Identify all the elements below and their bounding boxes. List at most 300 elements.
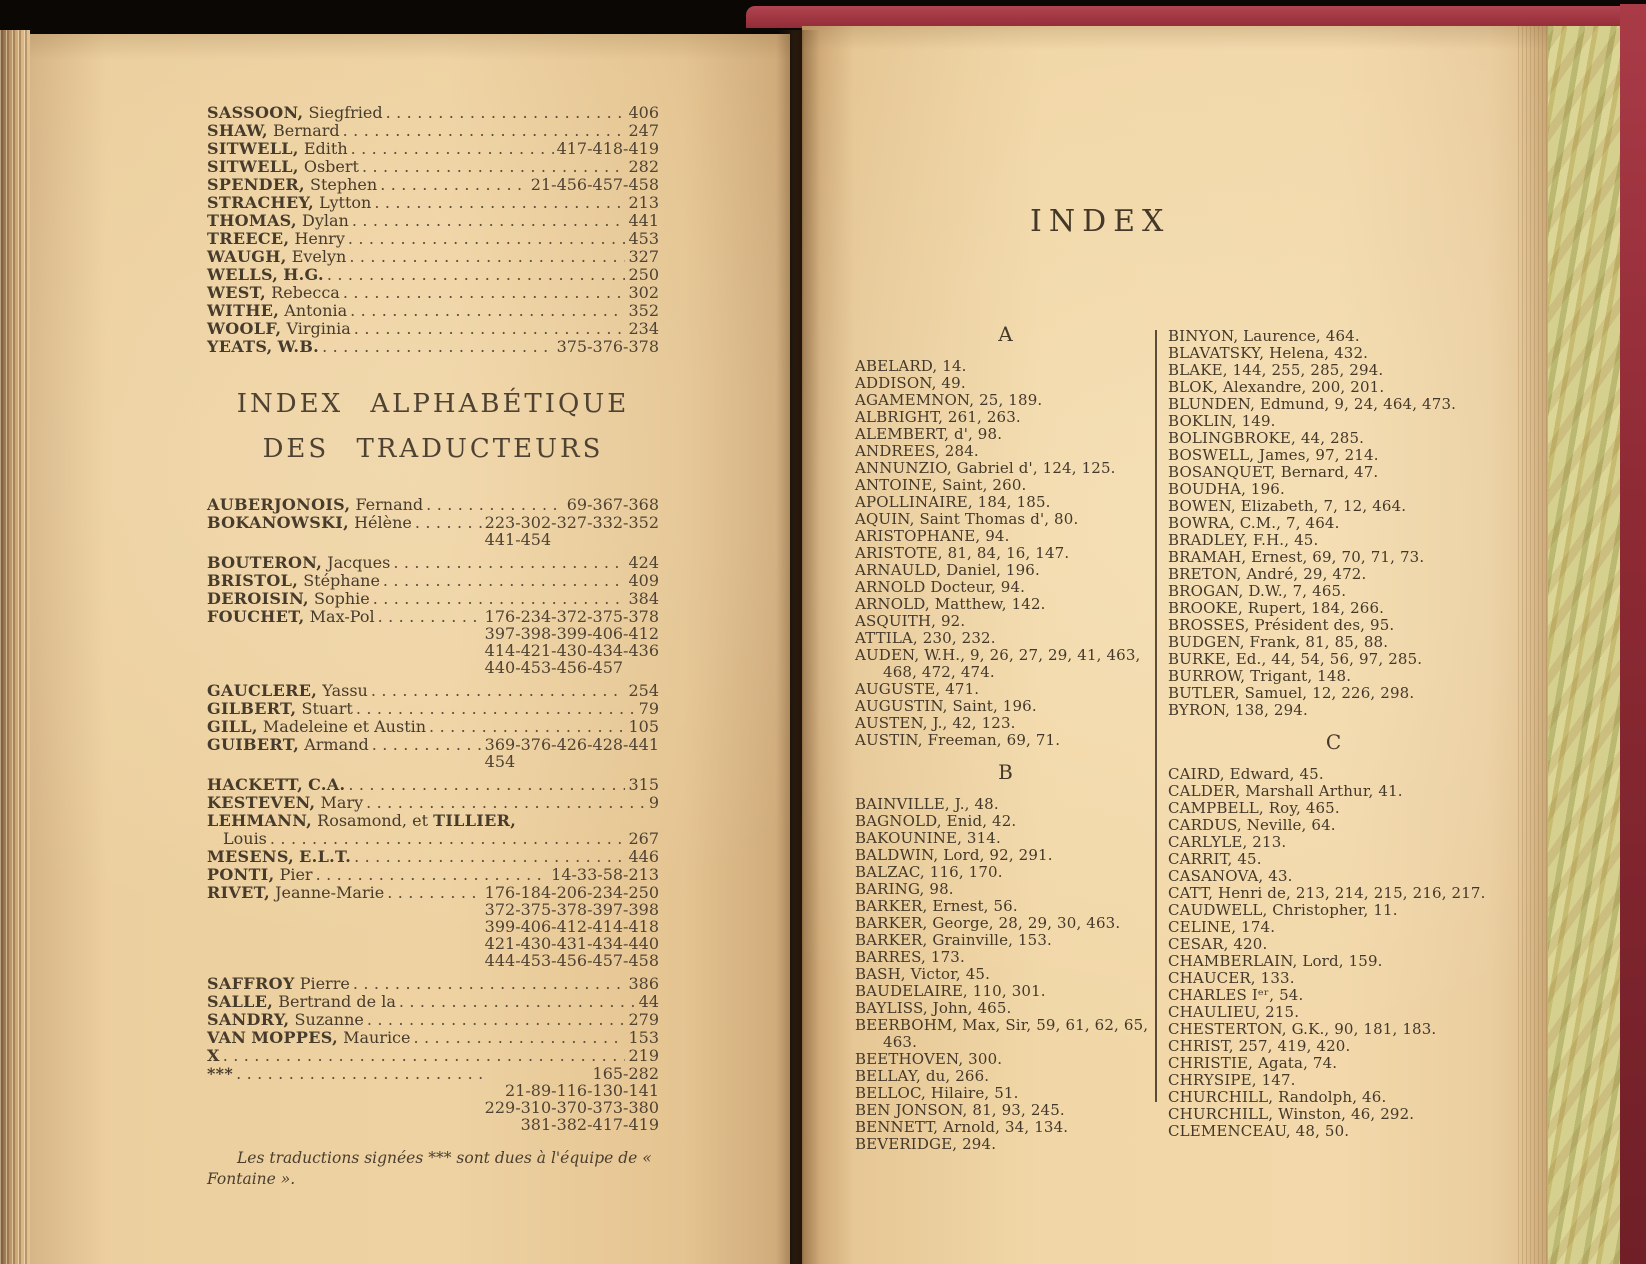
book-cover-top-edge	[746, 6, 1646, 28]
entry-page-numbers: 384	[628, 589, 659, 608]
entry-name-token: la	[381, 992, 396, 1011]
index-entry: CHRIST, 257, 419, 420.	[1168, 1037, 1351, 1055]
index-entry	[207, 590, 659, 608]
index-entry	[207, 194, 659, 212]
translator-group	[207, 975, 659, 1133]
dot-leader	[362, 158, 625, 176]
index-entry: BOSANQUET, Bernard, 47.	[1168, 463, 1379, 481]
index-entry: BAKOUNINE, 314.	[855, 829, 1001, 847]
entry-name-token: GILBERT,	[207, 699, 297, 718]
entry-page-numbers: 375-376-378	[556, 337, 659, 356]
entry-pages	[628, 1029, 659, 1046]
entry-pages	[485, 514, 659, 548]
entry-name	[207, 700, 353, 718]
entry-name-token: BRISTOL,	[207, 571, 299, 590]
index-entry: BAINVILLE, J., 48.	[855, 795, 999, 813]
entry-name-token: BOKANOWSKI,	[207, 513, 349, 532]
index-entry: BARKER, Ernest, 56.	[855, 897, 1018, 915]
entry-name-token: Max-Pol	[309, 607, 375, 626]
entry-pages	[628, 122, 659, 139]
index-entry: CHESTERTON, G.K., 90, 181, 183.	[1168, 1020, 1437, 1038]
entry-page-numbers: 440-453-456-457	[484, 658, 624, 677]
entry-name-token: Sophie	[313, 589, 370, 608]
entry-name	[207, 590, 370, 608]
index-entry: CHRISTIE, Agata, 74.	[1168, 1054, 1338, 1072]
index-entry	[207, 266, 659, 284]
entry-name-token: Fernand	[355, 495, 424, 514]
index-entry: BEN JONSON, 81, 93, 245.	[855, 1101, 1065, 1119]
entry-pages	[485, 1065, 659, 1133]
index-entry: BLAVATSKY, Helena, 432.	[1168, 344, 1369, 362]
index-entry	[207, 212, 659, 230]
index-entry: ANDREES, 284.	[855, 442, 979, 460]
entry-page-numbers: 79	[638, 699, 659, 718]
index-entry	[207, 104, 659, 122]
entry-page-numbers: 446	[628, 847, 659, 866]
dot-leader	[374, 194, 625, 212]
index-entry-continuation	[207, 830, 659, 848]
index-entry: BAUDELAIRE, 110, 301.	[855, 982, 1046, 1000]
entry-pages	[628, 266, 659, 283]
entry-page-numbers: 21-456-457-458	[530, 175, 659, 194]
index-entry: CASANOVA, 43.	[1168, 867, 1293, 885]
entry-name-token: SANDRY,	[207, 1010, 290, 1029]
entry-name-token: SPENDER,	[207, 175, 305, 194]
dot-leader	[393, 554, 625, 572]
entry-name-token: et	[412, 811, 429, 830]
dot-leader	[383, 572, 626, 590]
index-entry: BALDWIN, Lord, 92, 291.	[855, 846, 1053, 864]
index-entry: BYRON, 138, 294.	[1168, 701, 1308, 719]
entry-page-numbers: 176-234-372-375-378	[484, 607, 659, 626]
index-entry: CAUDWELL, Christopher, 11.	[1168, 901, 1398, 919]
entry-page-numbers: 417-418-419	[556, 139, 659, 158]
translator-group	[207, 554, 659, 676]
entry-name-token: Antonia	[284, 301, 348, 320]
entry-page-numbers: 315	[628, 775, 659, 794]
dot-leader	[348, 230, 626, 248]
index-entry: CHURCHILL, Randolph, 46.	[1168, 1088, 1387, 1106]
index-entry: ANTOINE, Saint, 260.	[855, 476, 1027, 494]
entry-name-token: TILLIER,	[433, 811, 517, 830]
entry-name	[207, 866, 313, 884]
entry-page-numbers: 406	[628, 103, 659, 122]
entry-pages	[628, 682, 659, 699]
index-entry	[207, 554, 659, 572]
index-section	[855, 322, 1157, 749]
entry-page-numbers: 250	[628, 265, 659, 284]
index-page-title: INDEX	[1030, 204, 1171, 239]
index-entry	[207, 1047, 659, 1065]
entry-pages	[557, 338, 659, 355]
entry-name-token: X	[207, 1046, 220, 1065]
dot-leader	[327, 266, 626, 284]
index-entry	[207, 122, 659, 140]
entry-name-token: Stuart	[301, 699, 353, 718]
entry-page-numbers: 165-282	[592, 1064, 659, 1083]
index-entry: ARNOLD Docteur, 94.	[855, 578, 1026, 596]
entry-name-token: H.G.	[283, 265, 324, 284]
entry-name-token: WELLS,	[207, 265, 279, 284]
entry-name-token: SALLE,	[207, 992, 274, 1011]
entry-name-token: Osbert	[303, 157, 359, 176]
index-entry	[207, 572, 659, 590]
entry-name	[207, 496, 423, 514]
entry-name-token: Virginia	[286, 319, 351, 338]
entry-name-token: BOUTERON,	[207, 553, 323, 572]
traducteurs-heading-line2: DES TRADUCTEURS	[262, 434, 604, 464]
index-entry: ARISTOTE, 81, 84, 16, 147.	[855, 544, 1070, 562]
entry-pages	[628, 1011, 659, 1028]
index-entry: CAIRD, Edward, 45.	[1168, 765, 1324, 783]
entry-pages	[628, 554, 659, 571]
index-entry: ALBRIGHT, 261, 263.	[855, 408, 1021, 426]
entry-name-token: E.L.T.	[299, 847, 352, 866]
entry-name-token: GUIBERT,	[207, 735, 300, 754]
entry-name	[207, 608, 375, 626]
dot-leader	[413, 1029, 625, 1047]
index-entry: BROSSES, Président des, 95.	[1168, 616, 1395, 634]
entry-page-numbers: 44	[638, 992, 659, 1011]
entry-name-token: KESTEVEN,	[207, 793, 316, 812]
entry-name-token: Dylan	[301, 211, 349, 230]
index-entry: CHAULIEU, 215.	[1168, 1003, 1300, 1021]
entry-name	[207, 572, 380, 590]
entry-name-token: Mary	[320, 793, 364, 812]
entry-name	[207, 718, 426, 736]
entry-name-token: TREECE,	[207, 229, 290, 248]
index-entry: CATT, Henri de, 213, 214, 215, 216, 217.	[1168, 884, 1486, 902]
index-entry: BEETHOVEN, 300.	[855, 1050, 1003, 1068]
index-entry	[207, 1029, 659, 1047]
entry-name-token: LEHMANN,	[207, 811, 313, 830]
index-entry	[207, 1011, 659, 1029]
entry-pages	[628, 104, 659, 121]
entry-name-token: de	[356, 992, 377, 1011]
entry-pages	[628, 230, 659, 247]
dot-leader	[356, 700, 636, 718]
entry-pages	[628, 302, 659, 319]
entry-name-token: YEATS,	[207, 337, 273, 356]
index-entry: ANNUNZIO, Gabriel d', 124, 125.	[855, 459, 1116, 477]
index-entry	[207, 848, 659, 866]
entry-name-token: Jacques	[327, 553, 391, 572]
index-entry: CHARLES Iᵉʳ, 54.	[1168, 986, 1304, 1004]
entry-name	[207, 338, 319, 356]
entry-name-token: Madeleine	[262, 717, 349, 736]
index-entry: AUDEN, W.H., 9, 26, 27, 29, 41, 463, 468, 472, 474.	[855, 646, 1141, 681]
entry-name-token: GAUCLERE,	[207, 681, 318, 700]
entry-name-token: W.B.	[277, 337, 320, 356]
entry-name-token: MOPPES,	[251, 1028, 338, 1047]
entry-page-numbers: 302	[628, 283, 659, 302]
entry-name-token: Jeanne-Marie	[275, 883, 385, 902]
entry-name	[207, 140, 348, 158]
entry-page-numbers: 441-454	[484, 530, 552, 549]
dot-leader	[354, 848, 625, 866]
entry-pages	[531, 176, 659, 193]
index-entry: CALDER, Marshall Arthur, 41.	[1168, 782, 1403, 800]
traducteurs-heading-line1: INDEX ALPHABÉTIQUE	[236, 389, 630, 419]
entry-name	[207, 975, 350, 993]
entry-page-numbers: 369-376-426-428-441	[484, 735, 659, 754]
entry-pages	[551, 866, 659, 883]
left-page	[30, 34, 790, 1264]
entry-page-numbers: 105	[628, 717, 659, 736]
entry-page-numbers: 223-302-327-332-352	[484, 513, 659, 532]
index-entry: CARDUS, Neville, 64.	[1168, 816, 1336, 834]
dot-leader	[371, 682, 626, 700]
index-entry	[207, 866, 659, 884]
entry-pages	[628, 284, 659, 301]
dot-leader	[316, 866, 549, 884]
entry-name-token: SITWELL,	[207, 139, 299, 158]
entry-name-token: Siegfried	[308, 103, 383, 122]
entry-name-token: PONTI,	[207, 865, 275, 884]
index-entry	[207, 338, 659, 356]
dot-leader	[399, 993, 636, 1011]
entry-name-token: Pier	[279, 865, 313, 884]
entry-page-numbers: 372-375-378-397-398	[484, 900, 659, 919]
entry-name	[223, 830, 267, 848]
index-entry	[207, 700, 659, 718]
index-entry: BOSWELL, James, 97, 214.	[1168, 446, 1379, 464]
index-entry: BLOK, Alexandre, 200, 201.	[1168, 378, 1385, 396]
entry-page-numbers: 267	[628, 829, 659, 848]
entry-name	[207, 194, 371, 212]
dot-leader	[322, 338, 554, 356]
dot-leader	[349, 248, 625, 266]
index-entry: ARNOLD, Matthew, 142.	[855, 595, 1046, 613]
entry-pages	[628, 848, 659, 865]
index-entry: CHRYSIPE, 147.	[1168, 1071, 1296, 1089]
entry-name	[207, 104, 383, 122]
index-entry: BARKER, Grainville, 153.	[855, 931, 1052, 949]
index-entry: BRETON, André, 29, 472.	[1168, 565, 1367, 583]
index-entry: BLAKE, 144, 255, 285, 294.	[1168, 361, 1384, 379]
entry-pages	[628, 975, 659, 992]
index-column-right	[1168, 328, 1500, 1140]
entry-name-token: HACKETT,	[207, 775, 303, 794]
index-entry	[207, 248, 659, 266]
gutter-shadow	[776, 30, 820, 1264]
index-entry	[207, 776, 659, 794]
index-entry	[207, 993, 659, 1011]
entry-name	[207, 682, 368, 700]
right-page	[802, 26, 1548, 1264]
entry-page-numbers: 229-310-370-373-380	[484, 1098, 659, 1117]
entry-page-numbers: 279	[628, 1010, 659, 1029]
dot-leader	[354, 320, 626, 338]
dot-leader	[367, 1011, 626, 1029]
index-entry: BLUNDEN, Edmund, 9, 24, 464, 473.	[1168, 395, 1457, 413]
index-entry: CHURCHILL, Winston, 46, 292.	[1168, 1105, 1415, 1123]
index-entry	[207, 794, 659, 812]
entry-name	[207, 812, 516, 830]
entry-name-token: Evelyn	[291, 247, 347, 266]
section-letter-heading: B	[998, 760, 1014, 784]
entry-name	[207, 266, 324, 284]
entry-pages	[567, 496, 659, 513]
entry-pages	[649, 794, 659, 811]
entry-page-numbers: 352	[628, 301, 659, 320]
dot-leader	[378, 608, 482, 626]
entry-pages	[628, 320, 659, 337]
entry-pages	[485, 608, 659, 676]
index-entry: BALZAC, 116, 170.	[855, 863, 1003, 881]
entry-name-token: Stephen	[310, 175, 378, 194]
index-entry: BARKER, George, 28, 29, 30, 463.	[855, 914, 1121, 932]
entry-name-token: Maurice	[343, 1028, 411, 1047]
entry-name	[207, 514, 412, 532]
dot-leader	[270, 830, 626, 848]
translators-index-list	[207, 496, 659, 1133]
entry-name-token: Bertrand	[278, 992, 352, 1011]
index-entry	[207, 302, 659, 320]
index-entry: ALEMBERT, d', 98.	[855, 425, 1003, 443]
index-entry: BEVERIDGE, 294.	[855, 1135, 997, 1153]
index-entry	[207, 884, 659, 969]
entry-name	[207, 1011, 364, 1029]
index-entry: BASH, Victor, 45.	[855, 965, 991, 983]
entry-pages	[628, 1047, 659, 1064]
index-entry: AUSTIN, Freeman, 69, 71.	[855, 731, 1061, 749]
entry-name	[207, 848, 351, 866]
index-entry: CELINE, 174.	[1168, 918, 1276, 936]
dot-leader	[366, 794, 646, 812]
index-entry: BURKE, Ed., 44, 54, 56, 97, 285.	[1168, 650, 1423, 668]
entry-name-token: RIVET,	[207, 883, 271, 902]
entry-page-numbers: 444-453-456-457-458	[484, 951, 659, 970]
index-entry: ASQUITH, 92.	[855, 612, 966, 630]
index-entry: AUSTEN, J., 42, 123.	[855, 714, 1016, 732]
entry-page-numbers: 14-33-58-213	[551, 865, 659, 884]
entry-page-numbers: 409	[628, 571, 659, 590]
index-entry: CHAUCER, 133.	[1168, 969, 1295, 987]
index-entry: AUGUSTIN, Saint, 196.	[855, 697, 1037, 715]
index-entry: CESAR, 420.	[1168, 935, 1268, 953]
index-entry	[207, 284, 659, 302]
index-column-left	[855, 322, 1157, 1153]
entry-name-token: SASSOON,	[207, 103, 304, 122]
entry-name-token: Louis	[223, 829, 267, 848]
dot-leader	[343, 284, 626, 302]
entry-page-numbers: 234	[628, 319, 659, 338]
entry-name-token: Rebecca	[271, 283, 340, 302]
dot-leader	[350, 302, 625, 320]
entry-pages	[628, 158, 659, 175]
entry-name-token: MESENS,	[207, 847, 295, 866]
dot-leader	[415, 514, 482, 532]
index-entry	[207, 812, 659, 830]
index-entry: BELLAY, du, 266.	[855, 1067, 990, 1085]
dot-leader	[373, 590, 626, 608]
index-entry: BROGAN, D.W., 7, 465.	[1168, 582, 1347, 600]
entry-name	[207, 993, 396, 1011]
index-entry: ARISTOPHANE, 94.	[855, 527, 1010, 545]
index-entry	[207, 514, 659, 548]
index-entry: BOWRA, C.M., 7, 464.	[1168, 514, 1340, 532]
entry-page-numbers: 454	[484, 752, 516, 771]
index-entry	[207, 140, 659, 158]
entry-pages	[628, 572, 659, 589]
index-entry: BRADLEY, F.H., 45.	[1168, 531, 1319, 549]
entry-pages	[628, 830, 659, 847]
dot-leader	[348, 776, 625, 794]
entry-name-token: WITHE,	[207, 301, 280, 320]
index-entry: ADDISON, 49.	[855, 374, 966, 392]
entry-name-token: Pierre	[299, 974, 350, 993]
index-entry	[207, 682, 659, 700]
entry-pages	[557, 140, 659, 157]
index-entry: CHAMBERLAIN, Lord, 159.	[1168, 952, 1383, 970]
entry-name	[207, 1029, 410, 1047]
entry-pages	[628, 590, 659, 607]
index-entry: BUTLER, Samuel, 12, 226, 298.	[1168, 684, 1415, 702]
section-letter-heading: A	[998, 322, 1014, 346]
entry-name	[207, 122, 340, 140]
entry-pages	[485, 884, 659, 969]
entry-name-token: Austin	[374, 717, 427, 736]
index-entry: BOWEN, Elizabeth, 7, 12, 464.	[1168, 497, 1407, 515]
footnote: Les traductions signées *** sont dues à l'équipe de « Fontaine ».	[207, 1149, 652, 1188]
index-entry: BOLINGBROKE, 44, 285.	[1168, 429, 1365, 447]
index-entry: BARRES, 173.	[855, 948, 965, 966]
index-entry: BROOKE, Rupert, 184, 266.	[1168, 599, 1385, 617]
entry-page-numbers: 213	[628, 193, 659, 212]
index-entry	[207, 230, 659, 248]
entry-name-token: SITWELL,	[207, 157, 299, 176]
entry-name	[207, 302, 347, 320]
translator-group	[207, 496, 659, 548]
index-entry	[207, 320, 659, 338]
dot-leader	[380, 176, 528, 194]
entry-pages	[628, 212, 659, 229]
page-stack-edge-left	[0, 30, 30, 1264]
entry-name-token: ***	[207, 1064, 234, 1083]
left-page-content	[207, 104, 659, 1190]
index-entry: ARNAULD, Daniel, 196.	[855, 561, 1040, 579]
entry-name	[207, 1047, 220, 1065]
index-entry: ATTILA, 230, 232.	[855, 629, 996, 647]
dot-leader	[386, 104, 626, 122]
entry-name-token: Stéphane	[303, 571, 380, 590]
index-entry: BELLOC, Hilaire, 51.	[855, 1084, 1019, 1102]
entry-name-token: Hélène	[354, 513, 412, 532]
index-entry: AUGUSTE, 471.	[855, 680, 980, 698]
index-entry	[207, 608, 659, 676]
entry-name	[207, 176, 377, 194]
index-section	[1168, 328, 1500, 719]
entry-page-numbers: 254	[628, 681, 659, 700]
entry-name-token: Bernard	[273, 121, 340, 140]
index-entry: CAMPBELL, Roy, 465.	[1168, 799, 1340, 817]
marbled-endpaper-edge	[1548, 26, 1620, 1264]
dot-leader	[353, 975, 626, 993]
index-entry: BENNETT, Arnold, 34, 134.	[855, 1118, 1069, 1136]
index-entry: CLEMENCEAU, 48, 50.	[1168, 1122, 1350, 1140]
entry-page-numbers: 153	[628, 1028, 659, 1047]
entry-name-token: Rosamond,	[317, 811, 408, 830]
index-entry	[207, 496, 659, 514]
index-entry: ABELARD, 14.	[855, 357, 967, 375]
entry-name	[207, 884, 384, 902]
index-entry: AQUIN, Saint Thomas d', 80.	[855, 510, 1079, 528]
entry-name-token: SHAW,	[207, 121, 268, 140]
entry-pages	[628, 776, 659, 793]
index-entry: BEERBOHM, Max, Sir, 59, 61, 62, 65, 463.	[855, 1016, 1149, 1051]
index-entry: BAYLISS, John, 465.	[855, 999, 1012, 1017]
